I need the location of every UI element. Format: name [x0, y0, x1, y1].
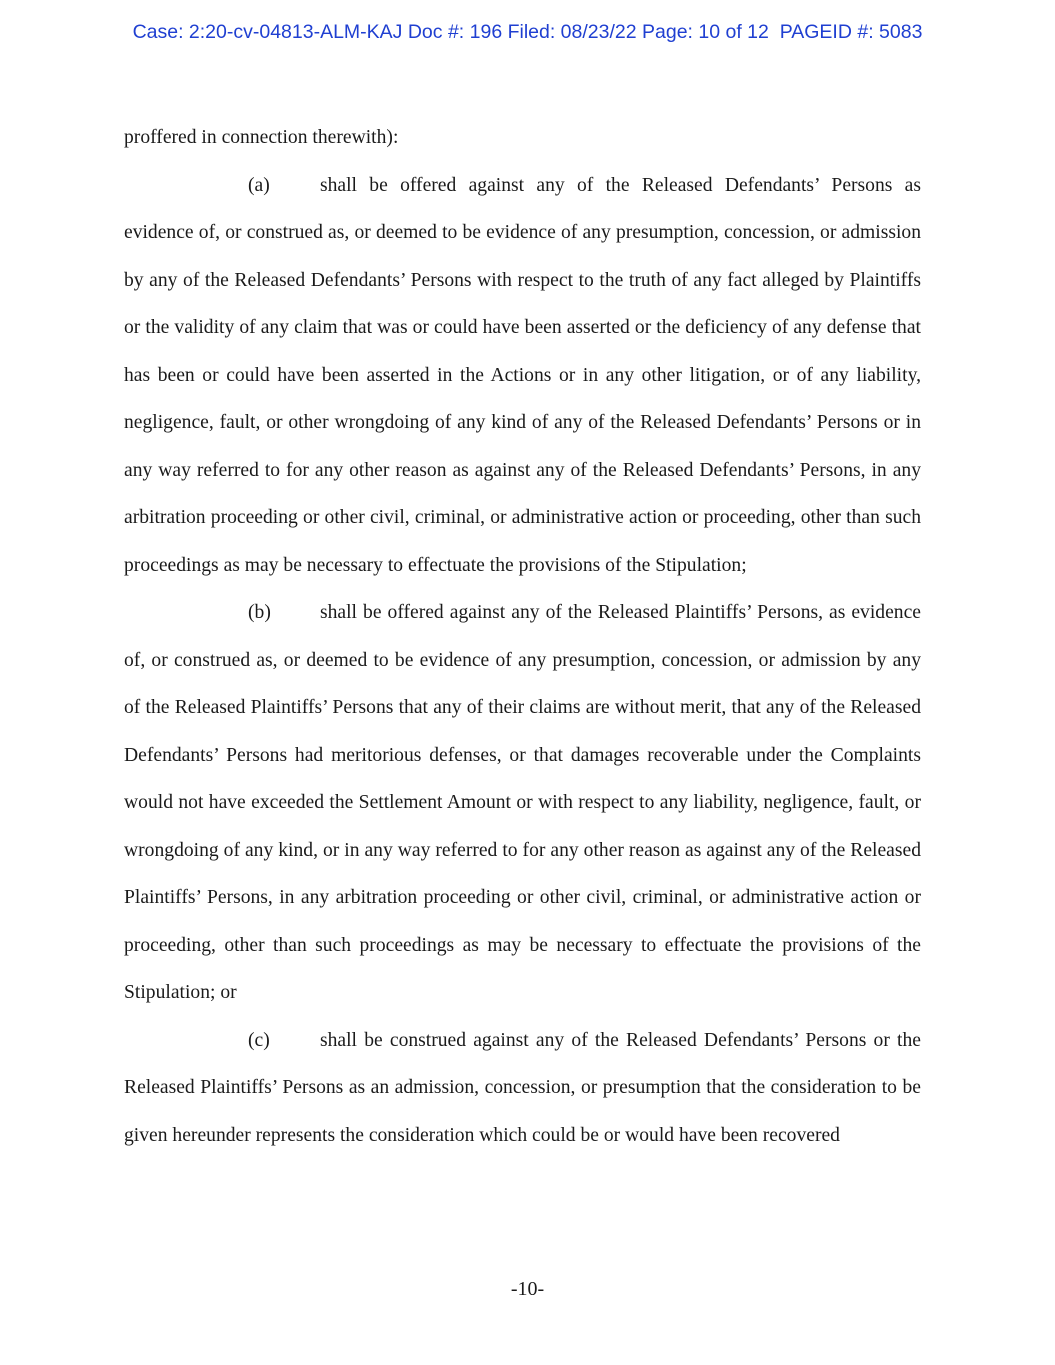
intro-paragraph: proffered in connection therewith):: [124, 127, 399, 148]
list-item-a-text: shall be offered against any of the Released Defendants’ Persons as evidence of, or construed as, or deemed to be evidence of any presumption, concession, or admission by any of the Released Defendants’ Persons with respect to the truth of any fact alleged by Plaintiffs or the validity of any claim that was or could have been asserted or the deficiency of any defense that has been or could have been asserted in the Actions or in any other litigation, or of any liability, negligence, fault, or other wrongdoing of any kind of any of the Released Defendants’ Persons or in any way referred to for any other reason as against any of the Released Defendants’ Persons, in any arbitration proceeding or other civil, criminal, or administrative action or proceeding, other than such proceedings as may be necessary to effectuate the provisions of the Stipulation;: [124, 174, 921, 576]
page-number: -10-: [510, 1278, 545, 1300]
list-item-b: [124, 589, 921, 1017]
list-item-b-text: shall be offered against any of the Released Plaintiffs’ Persons, as evidence of, or construed as, or deemed to be evidence of any presumption, concession, or admission by any of the Released Plaintiffs’ Persons that any of their claims are without merit, that any of the Released Defendants’ Persons had meritorious defenses, or that damages recoverable under the Complaints would not have exceeded the Settlement Amount or with respect to any liability, negligence, fault, or wrongdoing of any kind, or in any way referred to for any other reason as against any of the Released Plaintiffs’ Persons, in any arbitration proceeding or other civil, criminal, or administrative action or proceeding, other than such proceedings as may be necessary to effectuate the provisions of the Stipulation; or: [124, 602, 921, 1003]
list-item-a: [124, 162, 921, 590]
list-item-c: [124, 1017, 921, 1160]
case-header-stamp: Case: 2:20-cv-04813-ALM-KAJ Doc #: 196 Filed: 08/23/22 Page: 10 of 12 PAGEID #: 5083: [132, 21, 923, 43]
list-marker-c: (c): [248, 1029, 270, 1051]
list-item-c-text: shall be construed against any of the Released Defendants’ Persons or the Released Plaintiffs’ Persons as an admission, concession, or presumption that the consideration to be given hereunder represents the consideration which could be or would have been recovered: [124, 1029, 921, 1146]
list-marker-a: (a): [248, 174, 270, 196]
document-body: [124, 114, 921, 1159]
list-marker-b: (b): [248, 602, 271, 623]
